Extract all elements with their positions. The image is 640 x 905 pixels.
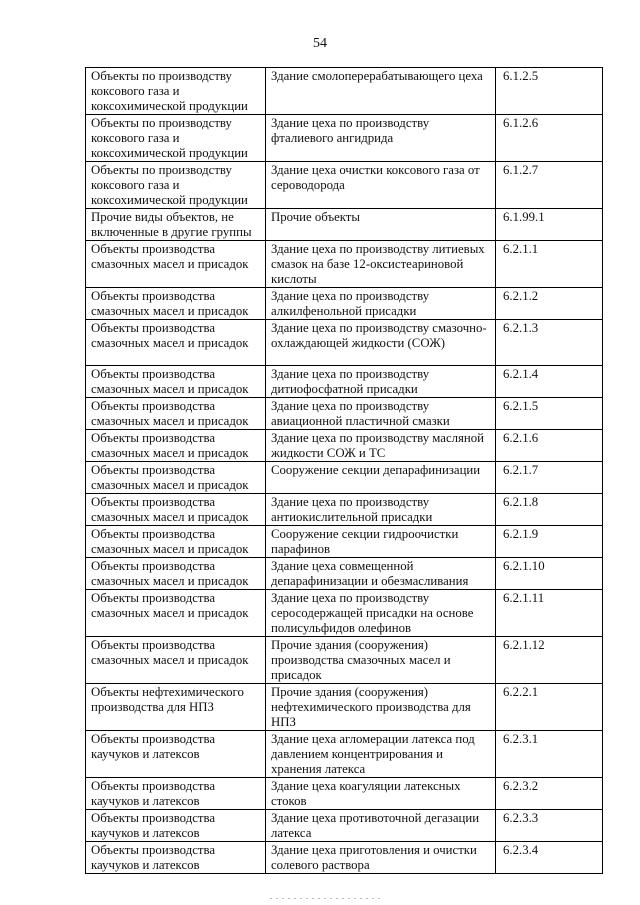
building-cell: Здание цеха по производству серосодержащей присадки на основе полисульфидов олефинов — [266, 590, 496, 637]
building-cell: Сооружение секции депарафинизации — [266, 462, 496, 494]
table-row — [86, 462, 603, 494]
building-cell: Здание цеха приготовления и очистки солевого раствора — [266, 842, 496, 874]
building-cell: Сооружение секции гидроочистки парафинов — [266, 526, 496, 558]
table-row — [86, 684, 603, 731]
code-cell: 6.2.3.1 — [496, 731, 603, 778]
building-cell: Прочие здания (сооружения) нефтехимического производства для НПЗ — [266, 684, 496, 731]
table-row — [86, 241, 603, 288]
category-cell: Объекты производства смазочных масел и присадок — [86, 241, 266, 288]
category-cell: Объекты по производству коксового газа и коксохимической продукции — [86, 68, 266, 115]
table-row — [86, 288, 603, 320]
category-cell: Объекты производства смазочных масел и присадок — [86, 462, 266, 494]
building-cell: Здание цеха по производству авиационной пластичной смазки — [266, 398, 496, 430]
building-cell: Здание цеха по производству литиевых смазок на базе 12-оксистеариновой кислоты — [266, 241, 496, 288]
code-cell: 6.2.3.2 — [496, 778, 603, 810]
category-cell: Объекты производства смазочных масел и присадок — [86, 366, 266, 398]
building-cell: Здание цеха по производству смазочно-охлаждающей жидкости (СОЖ) — [266, 320, 496, 366]
page-number: 54 — [313, 36, 327, 51]
code-cell: 6.2.1.3 — [496, 320, 603, 366]
building-cell: Здание цеха агломерации латекса под давлением концентрирования и хранения латекса — [266, 731, 496, 778]
table-row — [86, 590, 603, 637]
code-cell: 6.1.2.5 — [496, 68, 603, 115]
table-row — [86, 637, 603, 684]
building-cell: Здание цеха совмещенной депарафинизации и обезмасливания — [266, 558, 496, 590]
table-row — [86, 68, 603, 115]
code-cell: 6.2.1.10 — [496, 558, 603, 590]
category-cell: Объекты производства смазочных масел и присадок — [86, 430, 266, 462]
code-cell: 6.2.1.6 — [496, 430, 603, 462]
building-cell: Здание цеха по производству масляной жидкости СОЖ и ТС — [266, 430, 496, 462]
table-row — [86, 842, 603, 874]
code-cell: 6.1.99.1 — [496, 209, 603, 241]
building-cell: Здание смолоперерабатывающего цеха — [266, 68, 496, 115]
code-cell: 6.2.1.2 — [496, 288, 603, 320]
table-row — [86, 209, 603, 241]
building-cell: Здание цеха по производству антиокислительной присадки — [266, 494, 496, 526]
category-cell: Объекты производства смазочных масел и присадок — [86, 398, 266, 430]
table-row — [86, 115, 603, 162]
classification-table — [85, 67, 603, 874]
category-cell: Объекты производства смазочных масел и присадок — [86, 637, 266, 684]
building-cell: Здание цеха коагуляции латексных стоков — [266, 778, 496, 810]
code-cell: 6.2.3.3 — [496, 810, 603, 842]
category-cell: Объекты производства смазочных масел и присадок — [86, 590, 266, 637]
table-row — [86, 810, 603, 842]
code-cell: 6.2.1.8 — [496, 494, 603, 526]
category-cell: Объекты производства смазочных масел и присадок — [86, 526, 266, 558]
building-cell: Здание цеха противоточной дегазации латекса — [266, 810, 496, 842]
scan-artifact — [270, 898, 380, 899]
code-cell: 6.2.1.9 — [496, 526, 603, 558]
table-row — [86, 162, 603, 209]
category-cell: Объекты производства каучуков и латексов — [86, 731, 266, 778]
table-row — [86, 398, 603, 430]
code-cell: 6.2.2.1 — [496, 684, 603, 731]
table-row — [86, 366, 603, 398]
building-cell: Здание цеха по производству алкилфенольной присадки — [266, 288, 496, 320]
building-cell: Здание цеха по производству фталиевого ангидрида — [266, 115, 496, 162]
building-cell: Прочие здания (сооружения) производства смазочных масел и присадок — [266, 637, 496, 684]
building-cell: Здание цеха очистки коксового газа от сероводорода — [266, 162, 496, 209]
code-cell: 6.2.1.5 — [496, 398, 603, 430]
category-cell: Объекты производства смазочных масел и присадок — [86, 320, 266, 366]
table-row — [86, 731, 603, 778]
code-cell: 6.2.1.11 — [496, 590, 603, 637]
table-row — [86, 526, 603, 558]
category-cell: Объекты по производству коксового газа и коксохимической продукции — [86, 162, 266, 209]
table-row — [86, 558, 603, 590]
code-cell: 6.2.3.4 — [496, 842, 603, 874]
category-cell: Объекты производства каучуков и латексов — [86, 810, 266, 842]
building-cell: Здание цеха по производству дитиофосфатной присадки — [266, 366, 496, 398]
code-cell: 6.2.1.12 — [496, 637, 603, 684]
table-row — [86, 430, 603, 462]
code-cell: 6.1.2.6 — [496, 115, 603, 162]
category-cell: Объекты нефтехимического производства для НПЗ — [86, 684, 266, 731]
table-row — [86, 494, 603, 526]
category-cell: Объекты производства каучуков и латексов — [86, 778, 266, 810]
table-row — [86, 778, 603, 810]
code-cell: 6.2.1.7 — [496, 462, 603, 494]
code-cell: 6.2.1.4 — [496, 366, 603, 398]
table-row — [86, 320, 603, 366]
category-cell: Объекты производства смазочных масел и присадок — [86, 494, 266, 526]
category-cell: Объекты производства каучуков и латексов — [86, 842, 266, 874]
category-cell: Прочие виды объектов, не включенные в другие группы — [86, 209, 266, 241]
building-cell: Прочие объекты — [266, 209, 496, 241]
category-cell: Объекты производства смазочных масел и присадок — [86, 288, 266, 320]
code-cell: 6.1.2.7 — [496, 162, 603, 209]
category-cell: Объекты производства смазочных масел и присадок — [86, 558, 266, 590]
code-cell: 6.2.1.1 — [496, 241, 603, 288]
category-cell: Объекты по производству коксового газа и коксохимической продукции — [86, 115, 266, 162]
